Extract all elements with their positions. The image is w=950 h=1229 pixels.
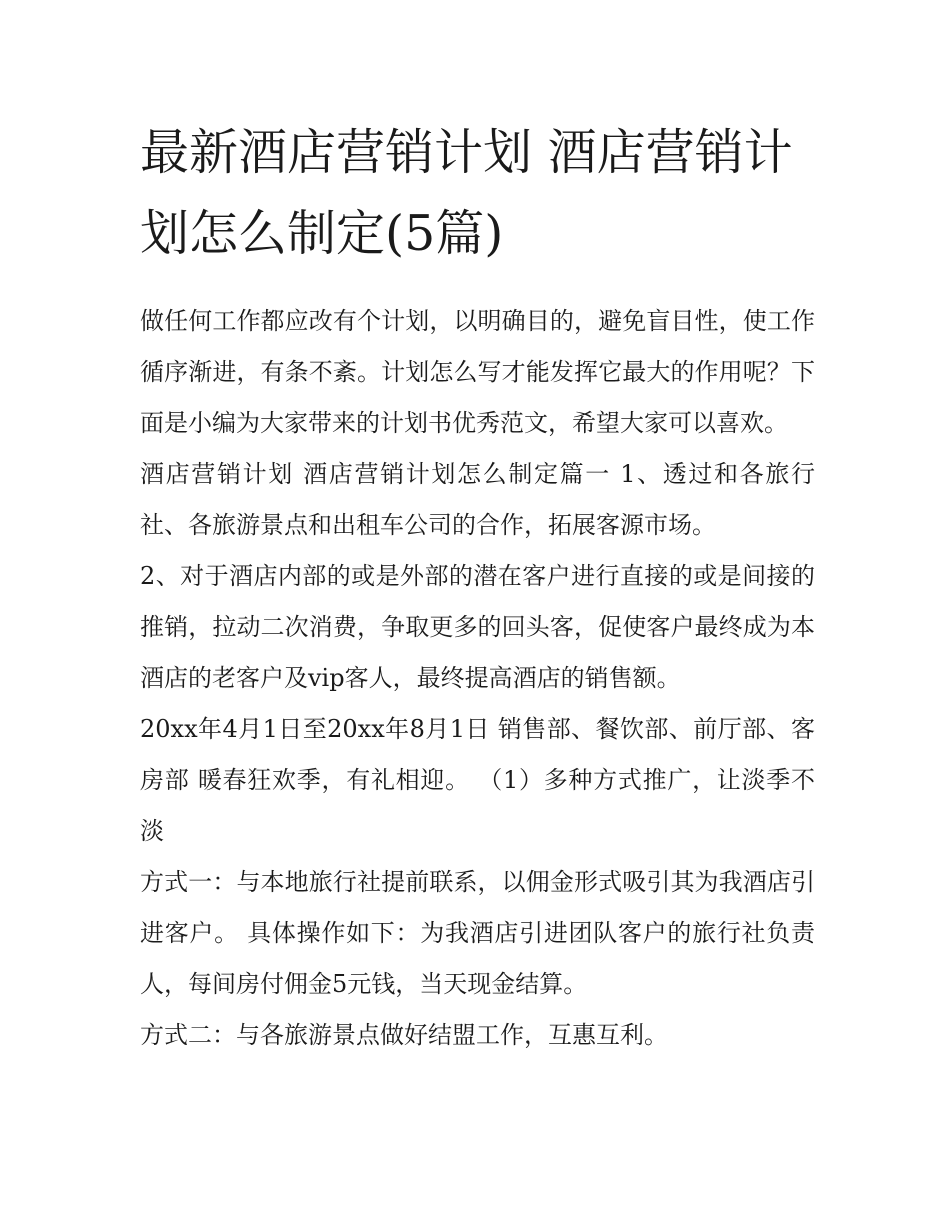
document-body bbox=[140, 112, 815, 1061]
paragraph-schedule: 20xx年4月1日至20xx年8月1日 销售部、餐饮部、前厅部、客房部 暖春狂欢季，有礼相迎。 （1）多种方式推广，让淡季不淡 bbox=[140, 715, 815, 845]
paragraph-method-2: 方式二：与各旅游景点做好结盟工作，互惠互利。 bbox=[140, 1021, 668, 1049]
paragraph-item-1: 酒店营销计划 酒店营销计划怎么制定篇一 1、透过和各旅行社、各旅游景点和出租车公司的合作，拓展客源市场。 bbox=[140, 460, 815, 539]
paragraph-item-2: 2、对于酒店内部的或是外部的潜在客户进行直接的或是间接的推销，拉动二次消费，争取更多的回头客，促使客户最终成为本酒店的老客户及vip客人，最终提高酒店的销售额。 bbox=[140, 562, 815, 692]
paragraph-method-1: 方式一：与本地旅行社提前联系，以佣金形式吸引其为我酒店引进客户。 具体操作如下：为我酒店引进团队客户的旅行社负责人，每间房付佣金5元钱，当天现金结算。 bbox=[140, 868, 815, 998]
document-title: 最新酒店营销计划 酒店营销计划怎么制定(5篇) bbox=[140, 124, 793, 262]
paragraph-intro: 做任何工作都应改有个计划，以明确目的，避免盲目性，使工作循序渐进，有条不紊。计划怎么写才能发挥它最大的作用呢？下面是小编为大家带来的计划书优秀范文，希望大家可以喜欢。 bbox=[140, 307, 815, 437]
